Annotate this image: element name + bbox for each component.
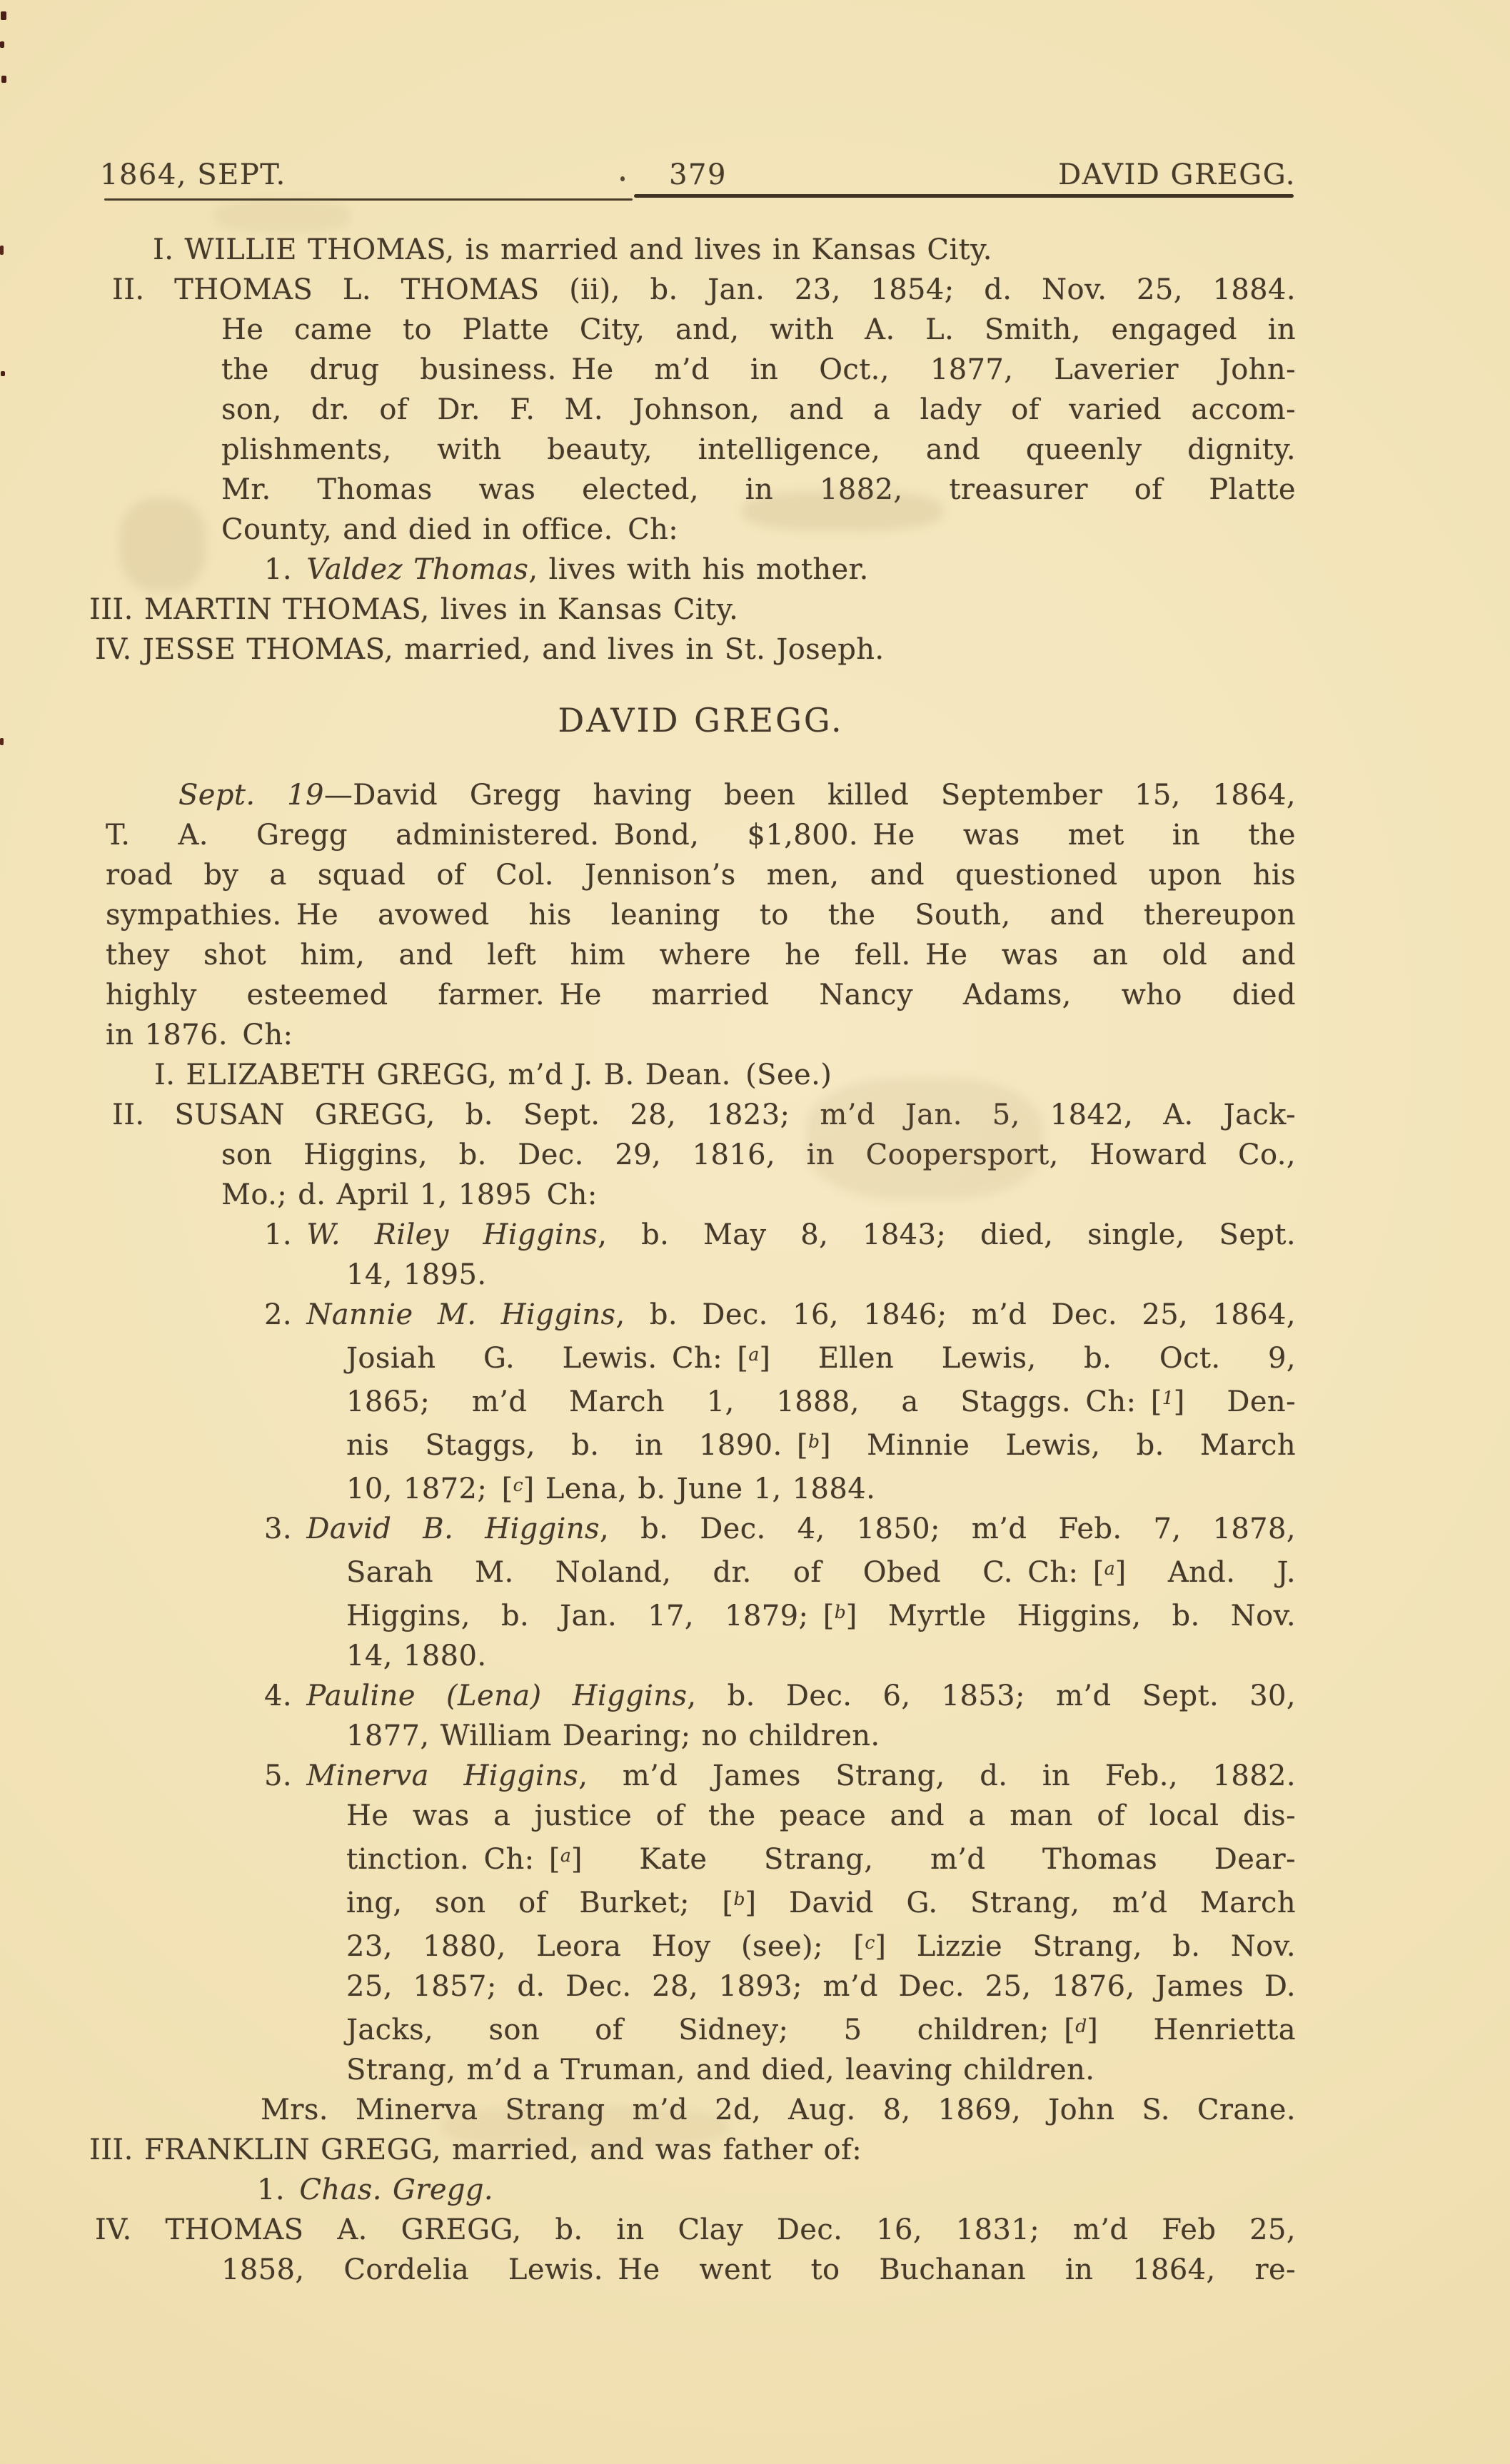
text-line (221, 1175, 1296, 1215)
text-segment: Mr. Thomas was elected, in 1882, treasurer of Platte (221, 473, 1296, 506)
text-segment: 14, 1895. (346, 1258, 487, 1291)
text-segment: ] Ellen Lewis, b. Oct. 9, (759, 1342, 1296, 1375)
text-segment: tinction. Ch: [ (346, 1843, 560, 1876)
text-segment: II. THOMAS L. THOMAS (ii), b. Jan. 23, 1854; d. Nov. 25, 1884. (112, 273, 1296, 306)
text-segment: 10, 1872; [ (346, 1473, 513, 1505)
page-text-block (89, 230, 1297, 2290)
text-segment: ] Kate Strang, m’d Thomas Dear- (570, 1843, 1296, 1876)
text-segment: He was a justice of the peace and a man of local dis- (346, 1799, 1296, 1832)
text-segment: sympathies. He avowed his leaning to the South, and thereupon (106, 899, 1296, 931)
text-segment: County, and died in office. Ch: (221, 513, 679, 546)
text-line (264, 550, 1296, 590)
text-segment: 1. (257, 2173, 300, 2206)
text-segment: ] David G. Strang, m’d March (745, 1887, 1296, 1919)
text-segment: Chas. Gregg. (299, 2173, 494, 2206)
text-segment: , b. May 8, 1843; died, single, Sept. (598, 1218, 1297, 1251)
text-segment: He came to Platte City, and, with A. L. Smith, engaged in (221, 313, 1296, 346)
text-segment: 23, 1880, Leora Hoy (see); [ (346, 1930, 865, 1963)
text-segment: son Higgins, b. Dec. 29, 1816, in Coopersport, Howard Co., (221, 1138, 1296, 1171)
text-segment: 3. (264, 1513, 307, 1545)
text-line (95, 630, 1296, 670)
text-line (112, 270, 1296, 310)
running-head-page-number: 379 (669, 158, 727, 191)
ink-speck (1, 11, 6, 20)
text-line (264, 1756, 1296, 1796)
ink-speck (0, 246, 4, 255)
text-segment: I. WILLIE THOMAS, is married and lives in Kansas City. (153, 233, 992, 266)
text-segment: 1877, William Dearing; no children. (346, 1720, 880, 1752)
text-line (346, 1465, 1296, 1509)
text-line (221, 2250, 1296, 2290)
text-segment: III. FRANKLIN GREGG, married, and was father of: (89, 2134, 862, 2166)
text-line (106, 895, 1296, 935)
text-line (261, 2090, 1296, 2130)
text-line (153, 230, 1296, 270)
superscript-letter: a (1104, 1558, 1115, 1579)
ink-speck (0, 738, 4, 745)
text-segment: ] Minnie Lewis, b. March (820, 1429, 1296, 1462)
text-line (106, 935, 1296, 975)
text-line (264, 1215, 1296, 1255)
text-line (346, 1422, 1296, 1465)
text-segment: Pauline (Lena) Higgins (306, 1680, 688, 1712)
text-line (178, 775, 1296, 815)
text-segment: , b. Dec. 4, 1850; m’d Feb. 7, 1878, (599, 1513, 1296, 1545)
text-segment: W. Riley Higgins (306, 1218, 598, 1251)
header-rule-left-segment (104, 198, 633, 201)
text-segment: IV. THOMAS A. GREGG, b. in Clay Dec. 16, 1831; m’d Feb 25, (95, 2213, 1296, 2246)
text-line (346, 1836, 1296, 1879)
ink-speck (0, 41, 4, 48)
text-segment: 1. (264, 1218, 307, 1251)
text-segment: highly esteemed farmer. He married Nancy Adams, who died (106, 979, 1296, 1011)
text-line (346, 2050, 1296, 2090)
text-line (346, 1378, 1296, 1422)
superscript-letter: b (807, 1431, 820, 1452)
text-line (221, 1135, 1296, 1175)
text-segment: 1858, Cordelia Lewis. He went to Buchanan in 1864, re- (221, 2253, 1296, 2286)
ink-speck (1, 76, 6, 83)
text-line (221, 350, 1296, 390)
text-line (106, 975, 1296, 1015)
text-segment: 5. (264, 1759, 307, 1792)
superscript-letter: d (1075, 2016, 1087, 2036)
superscript-letter: 1 (1162, 1388, 1174, 1408)
text-segment: 4. (264, 1680, 307, 1712)
superscript-letter: b (834, 1602, 846, 1622)
text-line (346, 2006, 1296, 2050)
text-segment: Strang, m’d a Truman, and died, leaving children. (346, 2054, 1095, 2086)
text-segment: ] Lizzie Strang, b. Nov. (875, 1930, 1296, 1963)
superscript-letter: c (865, 1932, 875, 1953)
text-segment: ] Myrtle Higgins, b. Nov. (845, 1600, 1296, 1632)
text-segment: Minerva Higgins (306, 1759, 579, 1792)
text-segment: ] Lena, b. June 1, 1884. (523, 1473, 876, 1505)
header-rule-right-segment (634, 194, 1294, 198)
ghost-smudge (214, 200, 350, 233)
text-segment: III. MARTIN THOMAS, lives in Kansas City. (89, 593, 739, 626)
text-segment: nis Staggs, b. in 1890. [ (346, 1429, 808, 1462)
ghost-smudge (743, 491, 942, 531)
text-segment: 2. (264, 1298, 307, 1331)
text-line (346, 1255, 1296, 1295)
text-line (221, 430, 1296, 470)
running-head-date: 1864, SEPT. (100, 158, 286, 191)
text-line (346, 1335, 1296, 1378)
text-segment: Jacks, son of Sidney; 5 children; [ (346, 2014, 1076, 2046)
text-segment: —David Gregg having been killed September 15, 1864, (323, 779, 1296, 812)
ink-dot (620, 176, 625, 181)
text-segment: Higgins, b. Jan. 17, 1879; [ (346, 1600, 835, 1632)
text-segment: , b. Dec. 16, 1846; m’d Dec. 25, 1864, (615, 1298, 1296, 1331)
text-line (346, 1923, 1296, 1966)
text-segment: Sarah M. Noland, dr. of Obed C. Ch: [ (346, 1556, 1104, 1589)
text-segment: Sept. 19 (178, 779, 324, 812)
text-line (346, 1592, 1296, 1636)
text-segment: 1. (264, 553, 307, 586)
text-segment: Nannie M. Higgins (306, 1298, 616, 1331)
text-segment: ] Henrietta (1087, 2014, 1296, 2046)
text-line (346, 1879, 1296, 1923)
text-segment: Mo.; d. April 1, 1895 Ch: (221, 1178, 598, 1211)
superscript-letter: a (748, 1344, 760, 1365)
text-segment: the drug business. He m’d in Oct., 1877, Laverier John- (221, 353, 1296, 386)
text-line (264, 1509, 1296, 1549)
running-head-title: DAVID GREGG. (1058, 158, 1296, 191)
text-segment: in 1876. Ch: (106, 1019, 293, 1051)
text-line (221, 390, 1296, 430)
text-segment: ] Den- (1173, 1385, 1297, 1418)
text-segment: plishments, with beauty, intelligence, and queenly dignity. (221, 433, 1296, 466)
text-line (264, 1295, 1296, 1335)
text-segment: 14, 1880. (346, 1640, 487, 1672)
text-segment: IV. JESSE THOMAS, married, and lives in St. Joseph. (95, 633, 885, 666)
ghost-smudge (807, 1078, 1042, 1199)
superscript-letter: c (513, 1475, 523, 1495)
text-line (346, 1716, 1296, 1756)
text-line (106, 855, 1296, 895)
text-line (89, 590, 1296, 630)
text-line (346, 1549, 1296, 1592)
text-segment: I. ELIZABETH GREGG, m’d J. B. Dean. (See.) (154, 1059, 832, 1091)
text-segment: , m’d James Strang, d. in Feb., 1882. (578, 1759, 1297, 1792)
text-line (112, 1095, 1296, 1135)
text-segment: T. A. Gregg administered. Bond, $1,800. He was met in the (106, 819, 1296, 852)
text-line (346, 1796, 1296, 1836)
text-segment: road by a squad of Col. Jennison’s men, and questioned upon his (106, 859, 1296, 892)
text-line (95, 2210, 1296, 2250)
superscript-letter: b (733, 1889, 745, 1909)
text-segment: son, dr. of Dr. F. M. Johnson, and a lady of varied accom- (221, 393, 1296, 426)
text-segment: Mrs. Minerva Strang m’d 2d, Aug. 8, 1869, John S. Crane. (261, 2094, 1296, 2126)
text-segment: , lives with his mother. (528, 553, 869, 586)
superscript-letter: a (560, 1845, 571, 1866)
text-segment: they shot him, and left him where he fell. He was an old and (106, 939, 1296, 971)
text-segment: ing, son of Burket; [ (346, 1887, 734, 1919)
ghost-smudge (120, 498, 206, 591)
ink-speck (1, 371, 5, 376)
text-line (106, 815, 1296, 855)
text-line (106, 1015, 1296, 1055)
text-segment: , b. Dec. 6, 1853; m’d Sept. 30, (687, 1680, 1297, 1712)
text-line (257, 2170, 1296, 2210)
text-segment: ] And. J. (1114, 1556, 1297, 1589)
text-segment: Valdez Thomas (306, 553, 529, 586)
text-segment: Josiah G. Lewis. Ch: [ (346, 1342, 749, 1375)
text-segment: David B. Higgins (306, 1513, 600, 1545)
text-line (264, 1676, 1296, 1716)
text-line (346, 1636, 1296, 1676)
text-line (346, 1966, 1296, 2006)
text-line (154, 1055, 1296, 1095)
text-segment: 25, 1857; d. Dec. 28, 1893; m’d Dec. 25, 1876, James D. (346, 1970, 1296, 2003)
ghost-smudge (443, 2107, 728, 2147)
text-line (221, 310, 1296, 350)
section-heading: DAVID GREGG. (558, 701, 844, 739)
text-segment: II. SUSAN GREGG, b. Sept. 28, 1823; m’d Jan. 5, 1842, A. Jack- (112, 1099, 1296, 1131)
text-segment: 1865; m’d March 1, 1888, a Staggs. Ch: [ (346, 1385, 1162, 1418)
